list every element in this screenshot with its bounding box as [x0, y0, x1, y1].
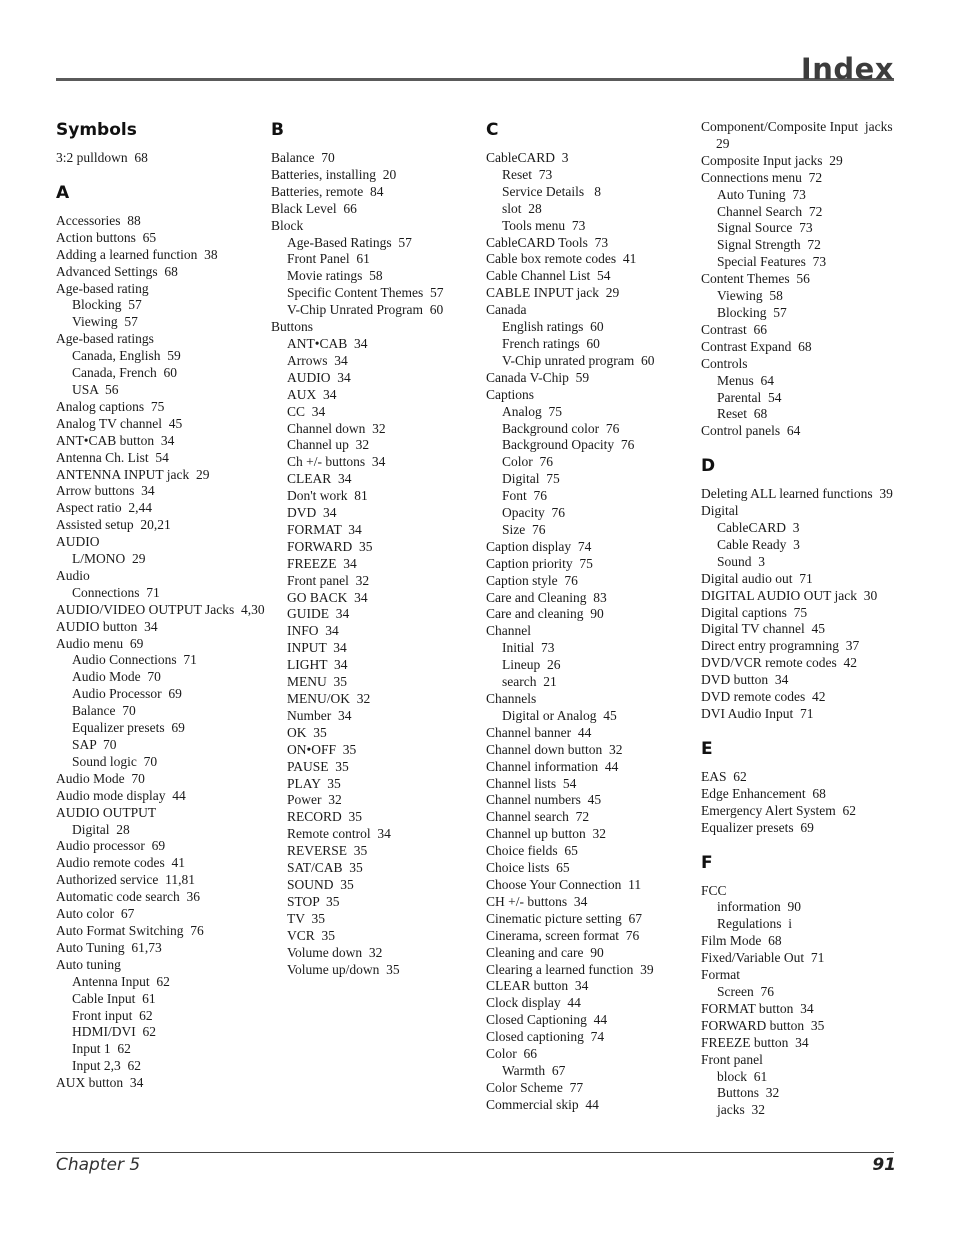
index-subentry: ANT•CAB 34 — [287, 335, 368, 351]
index-entry: Analog captions 75 — [56, 398, 165, 414]
index-subentry: Reset 68 — [717, 406, 768, 422]
index-entry: Aspect ratio 2,44 — [56, 500, 152, 516]
index-entry: Equalizer presets 69 — [701, 819, 814, 835]
index-entry: ANTENNA INPUT jack 29 — [56, 466, 210, 482]
index-entry: Care and Cleaning 83 — [486, 589, 607, 605]
index-subentry: Power 32 — [287, 792, 342, 808]
index-subentry: Color 76 — [502, 454, 554, 470]
index-subentry: SAP 70 — [72, 737, 117, 752]
index-column-1 — [56, 118, 266, 1092]
index-subentry: GUIDE 34 — [287, 606, 350, 622]
index-entry: Audio processor 69 — [56, 838, 166, 854]
index-subentry: OK 35 — [287, 724, 327, 740]
index-entry: Control panels 64 — [701, 423, 801, 439]
index-entry: Caption display 74 — [486, 538, 592, 554]
index-entry: Arrow buttons 34 — [56, 483, 155, 499]
index-entry: Cinematic picture setting 67 — [486, 910, 642, 926]
index-subentry: RECORD 35 — [287, 809, 363, 825]
index-entry: Component/Composite Input jacks 29 — [701, 119, 900, 151]
index-entry: Batteries, installing 20 — [271, 166, 397, 182]
section-heading: C — [486, 120, 499, 140]
index-entry: Clearing a learned function 39 — [486, 961, 654, 977]
index-entry: Color Scheme 77 — [486, 1079, 584, 1095]
index-entry: Automatic code search 36 — [56, 889, 200, 905]
index-entry: Caption style 76 — [486, 572, 578, 588]
index-subentry: Analog 75 — [502, 403, 562, 419]
index-subentry: Audio Mode 70 — [72, 669, 161, 685]
index-entry: FORWARD button 35 — [701, 1017, 825, 1033]
index-column-2 — [271, 118, 481, 978]
index-entry: Analog TV channel 45 — [56, 415, 183, 431]
index-entry: Black Level 66 — [271, 200, 357, 216]
index-subentry: REVERSE 35 — [287, 843, 368, 859]
index-entry: FORMAT button 34 — [701, 1000, 814, 1016]
index-subentry: Screen 76 — [717, 983, 774, 999]
index-entry: AUDIO/VIDEO OUTPUT Jacks 4,30 — [56, 601, 265, 617]
index-subentry: Opacity 76 — [502, 505, 565, 521]
index-entry: Choose Your Connection 11 — [486, 876, 642, 892]
index-subentry: Signal Source 73 — [717, 220, 813, 236]
index-subentry: CLEAR 34 — [287, 471, 352, 487]
index-subentry: Regulations i — [717, 916, 792, 932]
index-subentry: Front input 62 — [72, 1007, 153, 1023]
index-entry: Digital audio out 71 — [701, 570, 813, 586]
index-entry: Auto tuning — [56, 956, 121, 972]
index-entry: DVD remote codes 42 — [701, 689, 826, 705]
index-entry: Digital — [701, 503, 739, 519]
index-entry: Clock display 44 — [486, 995, 581, 1011]
index-entry: Fixed/Variable Out 71 — [701, 950, 825, 966]
index-subentry: HDMI/DVI 62 — [72, 1024, 156, 1040]
index-subentry: Connections 71 — [72, 584, 160, 600]
index-subentry: Input 1 62 — [72, 1041, 131, 1057]
index-subentry: GO BACK 34 — [287, 589, 368, 605]
index-entry: Contrast 66 — [701, 321, 767, 337]
index-subentry: Input 2,3 62 — [72, 1058, 141, 1074]
index-entry: Content Themes 56 — [701, 271, 810, 287]
index-entry: Channel information 44 — [486, 758, 619, 774]
index-entry: Cinerama, screen format 76 — [486, 927, 640, 943]
index-subentry: MENU 35 — [287, 674, 347, 690]
index-subentry: Blocking 57 — [717, 304, 787, 320]
index-entry: Channel — [486, 623, 531, 639]
index-entry: Adding a learned function 38 — [56, 246, 218, 262]
index-entry: CableCARD 3 — [486, 150, 569, 165]
index-entry: Auto Tuning 61,73 — [56, 939, 162, 955]
index-entry: 3:2 pulldown 68 — [56, 150, 148, 165]
index-entry: Block — [271, 217, 304, 233]
section-heading: F — [701, 852, 713, 873]
index-entry: Controls — [701, 355, 748, 371]
index-entry: FCC — [701, 882, 727, 898]
index-subentry: INPUT 34 — [287, 640, 347, 656]
index-subentry: Digital or Analog 45 — [502, 707, 617, 723]
index-entry: Edge Enhancement 68 — [701, 785, 826, 801]
index-entry: Choice fields 65 — [486, 843, 578, 859]
index-entry: Contrast Expand 68 — [701, 338, 812, 354]
index-entry: AUDIO button 34 — [56, 618, 158, 634]
index-entry: Cable box remote codes 41 — [486, 251, 637, 267]
index-entry: Age-based ratings — [56, 331, 154, 347]
index-subentry: Channel down 32 — [287, 420, 386, 436]
index-subentry: INFO 34 — [287, 623, 339, 639]
index-subentry: Equalizer presets 69 — [72, 720, 185, 736]
index-entry: DIGITAL AUDIO OUT jack 30 — [701, 587, 878, 603]
index-subentry: Front panel 32 — [287, 572, 370, 588]
index-entry: Deleting ALL learned functions 39 — [701, 486, 893, 502]
index-entry: AUDIO OUTPUT — [56, 804, 157, 820]
index-entry: Channel search 72 — [486, 809, 590, 825]
index-entry: Antenna Ch. List 54 — [56, 449, 169, 465]
index-entry: ANT•CAB button 34 — [56, 432, 175, 448]
index-subentry: Initial 73 — [502, 640, 555, 656]
index-subentry: PLAY 35 — [287, 775, 341, 791]
index-subentry: Menus 64 — [717, 372, 774, 388]
index-subentry: Buttons 32 — [717, 1085, 780, 1101]
index-subentry: Volume down 32 — [287, 944, 383, 960]
index-entry: Care and cleaning 90 — [486, 606, 604, 622]
index-subentry: Movie ratings 58 — [287, 268, 383, 284]
index-subentry: information 90 — [717, 899, 801, 915]
index-entry: CH +/- buttons 34 — [486, 893, 588, 909]
index-subentry: ON•OFF 35 — [287, 741, 357, 757]
index-subentry: Remote control 34 — [287, 826, 391, 842]
index-subentry: Antenna Input 62 — [72, 973, 170, 989]
index-subentry: LIGHT 34 — [287, 657, 348, 673]
index-entry: Balance 70 — [271, 150, 335, 165]
index-entry: Emergency Alert System 62 — [701, 802, 856, 818]
page-title: Index — [800, 52, 894, 86]
index-entry: Auto Format Switching 76 — [56, 922, 204, 938]
index-entry: Caption priority 75 — [486, 555, 593, 571]
index-subentry: Arrows 34 — [287, 352, 348, 368]
section-heading: A — [56, 182, 70, 203]
index-subentry: L/MONO 29 — [72, 551, 146, 567]
index-subentry: FORWARD 35 — [287, 538, 373, 554]
index-subentry: Channel up 32 — [287, 437, 370, 453]
index-subentry: VCR 35 — [287, 927, 336, 943]
index-entry: Age-based rating — [56, 280, 149, 296]
index-entry: Captions — [486, 386, 535, 402]
index-entry: Audio Mode 70 — [56, 770, 145, 786]
index-subentry: Special Features 73 — [717, 254, 827, 270]
index-entry: Film Mode 68 — [701, 933, 782, 949]
index-entry: DVD button 34 — [701, 672, 789, 688]
index-entry: Auto color 67 — [56, 906, 135, 922]
index-subentry: Digital 75 — [502, 471, 560, 487]
index-subentry: DVD 34 — [287, 505, 337, 521]
index-subentry: Service Details 8 — [502, 183, 601, 199]
index-subentry: Background Opacity 76 — [502, 437, 635, 453]
index-subentry: V-Chip unrated program 60 — [502, 352, 655, 368]
index-subentry: AUX 34 — [287, 386, 337, 402]
section-heading: B — [271, 120, 284, 140]
index-entry: AUX button 34 — [56, 1075, 144, 1091]
index-column-3 — [486, 118, 696, 1114]
index-entry: Audio mode display 44 — [56, 787, 186, 803]
index-subentry: Digital 28 — [72, 821, 130, 837]
index-subentry: Parental 54 — [717, 389, 782, 405]
index-subentry: CableCARD 3 — [717, 520, 800, 536]
index-subentry: Ch +/- buttons 34 — [287, 454, 386, 470]
index-entry: Audio menu 69 — [56, 635, 144, 651]
index-entry: Buttons — [271, 319, 314, 335]
index-subentry: Cable Ready 3 — [717, 536, 800, 552]
index-subentry: Warmth 67 — [502, 1062, 566, 1078]
index-entry: EAS 62 — [701, 768, 747, 784]
section-heading: E — [701, 738, 713, 759]
index-entry: Choice lists 65 — [486, 860, 570, 876]
index-subentry: jacks 32 — [717, 1102, 765, 1118]
index-subentry: Reset 73 — [502, 166, 553, 182]
page-number: 91 — [872, 1155, 896, 1175]
index-subentry: Channel Search 72 — [717, 203, 823, 219]
index-entry: Channel lists 54 — [486, 775, 577, 791]
index-entry: Canada — [486, 302, 527, 318]
index-entry: Action buttons 65 — [56, 229, 157, 245]
index-entry: CABLE INPUT jack 29 — [486, 285, 620, 301]
index-subentry: Audio Processor 69 — [72, 686, 182, 702]
index-subentry: CC 34 — [287, 403, 326, 419]
index-entry: Cleaning and care 90 — [486, 944, 604, 960]
header-rule — [56, 78, 894, 81]
index-subentry: Age-Based Ratings 57 — [287, 234, 412, 250]
index-entry: Format — [701, 967, 740, 983]
index-entry: Canada V-Chip 59 — [486, 369, 590, 385]
index-entry: Digital captions 75 — [701, 604, 808, 620]
index-entry: Authorized service 11,81 — [56, 872, 195, 888]
index-column-4 — [701, 119, 911, 1119]
index-subentry: Specific Content Themes 57 — [287, 285, 444, 301]
index-entry: CLEAR button 34 — [486, 978, 589, 994]
index-entry: Direct entry programning 37 — [701, 638, 860, 654]
index-subentry: Sound 3 — [717, 553, 766, 569]
index-entry: Advanced Settings 68 — [56, 263, 178, 279]
index-subentry: Don't work 81 — [287, 488, 368, 504]
index-subentry: STOP 35 — [287, 893, 340, 909]
index-entry: Channels — [486, 691, 537, 706]
index-entry: Audio — [56, 567, 90, 583]
index-entry: DVI Audio Input 71 — [701, 706, 814, 721]
index-subentry: Font 76 — [502, 488, 548, 504]
index-subentry: USA 56 — [72, 381, 119, 397]
index-entry: DVD/VCR remote codes 42 — [701, 655, 857, 671]
index-subentry: SOUND 35 — [287, 876, 354, 892]
index-subentry: French ratings 60 — [502, 335, 600, 351]
index-entry: CableCARD Tools 73 — [486, 234, 609, 250]
index-subentry: FREEZE 34 — [287, 555, 357, 571]
index-entry: Channel down button 32 — [486, 741, 623, 757]
footer-rule — [56, 1152, 894, 1153]
index-subentry: English ratings 60 — [502, 319, 604, 335]
index-subentry: search 21 — [502, 674, 557, 690]
index-entry: Composite Input jacks 29 — [701, 152, 843, 168]
index-subentry: Auto Tuning 73 — [717, 186, 806, 202]
index-subentry: Viewing 58 — [717, 288, 783, 304]
index-subentry: Front Panel 61 — [287, 251, 370, 267]
index-entry: Channel numbers 45 — [486, 792, 602, 808]
index-subentry: Sound logic 70 — [72, 753, 158, 769]
index-entry: Assisted setup 20,21 — [56, 517, 171, 533]
index-entry: Closed Captioning 44 — [486, 1012, 608, 1028]
index-entry: Channel up button 32 — [486, 826, 606, 842]
index-subentry: TV 35 — [287, 910, 326, 926]
index-entry: AUDIO — [56, 534, 100, 550]
index-entry: Color 66 — [486, 1046, 538, 1062]
section-heading: D — [701, 456, 716, 477]
index-subentry: AUDIO 34 — [287, 369, 351, 385]
index-subentry: Canada, French 60 — [72, 365, 177, 381]
index-subentry: Lineup 26 — [502, 657, 561, 673]
index-subentry: Signal Strength 72 — [717, 237, 821, 253]
index-entry: Closed captioning 74 — [486, 1029, 605, 1045]
index-subentry: SAT/CAB 35 — [287, 860, 363, 876]
index-entry: Commercial skip 44 — [486, 1096, 599, 1112]
index-subentry: slot 28 — [502, 200, 542, 216]
index-subentry: Viewing 57 — [72, 314, 138, 330]
chapter-label: Chapter 5 — [56, 1155, 141, 1175]
index-entry: Batteries, remote 84 — [271, 183, 384, 199]
index-entry: Audio remote codes 41 — [56, 855, 185, 871]
index-subentry: Background color 76 — [502, 420, 620, 436]
index-entry: Channel banner 44 — [486, 724, 592, 740]
index-subentry: PAUSE 35 — [287, 758, 349, 774]
index-subentry: block 61 — [717, 1068, 768, 1084]
index-entry: FREEZE button 34 — [701, 1034, 809, 1050]
index-entry: Digital TV channel 45 — [701, 621, 825, 637]
index-subentry: MENU/OK 32 — [287, 691, 371, 706]
index-subentry: Canada, English 59 — [72, 348, 181, 364]
index-entry: Front panel — [701, 1051, 763, 1067]
section-heading: Symbols — [56, 120, 137, 140]
index-entry: Connections menu 72 — [701, 169, 823, 185]
index-subentry: Balance 70 — [72, 703, 136, 719]
index-subentry: Blocking 57 — [72, 297, 142, 313]
index-subentry: Size 76 — [502, 521, 546, 537]
index-subentry: Volume up/down 35 — [287, 961, 400, 977]
index-subentry: V-Chip Unrated Program 60 — [287, 302, 444, 318]
index-entry: Accessories 88 — [56, 212, 141, 228]
index-entry: Cable Channel List 54 — [486, 268, 611, 284]
index-subentry: Number 34 — [287, 707, 352, 723]
index-subentry: Cable Input 61 — [72, 990, 156, 1006]
index-subentry: FORMAT 34 — [287, 521, 362, 537]
index-subentry: Tools menu 73 — [502, 217, 586, 233]
index-subentry: Audio Connections 71 — [72, 652, 197, 668]
